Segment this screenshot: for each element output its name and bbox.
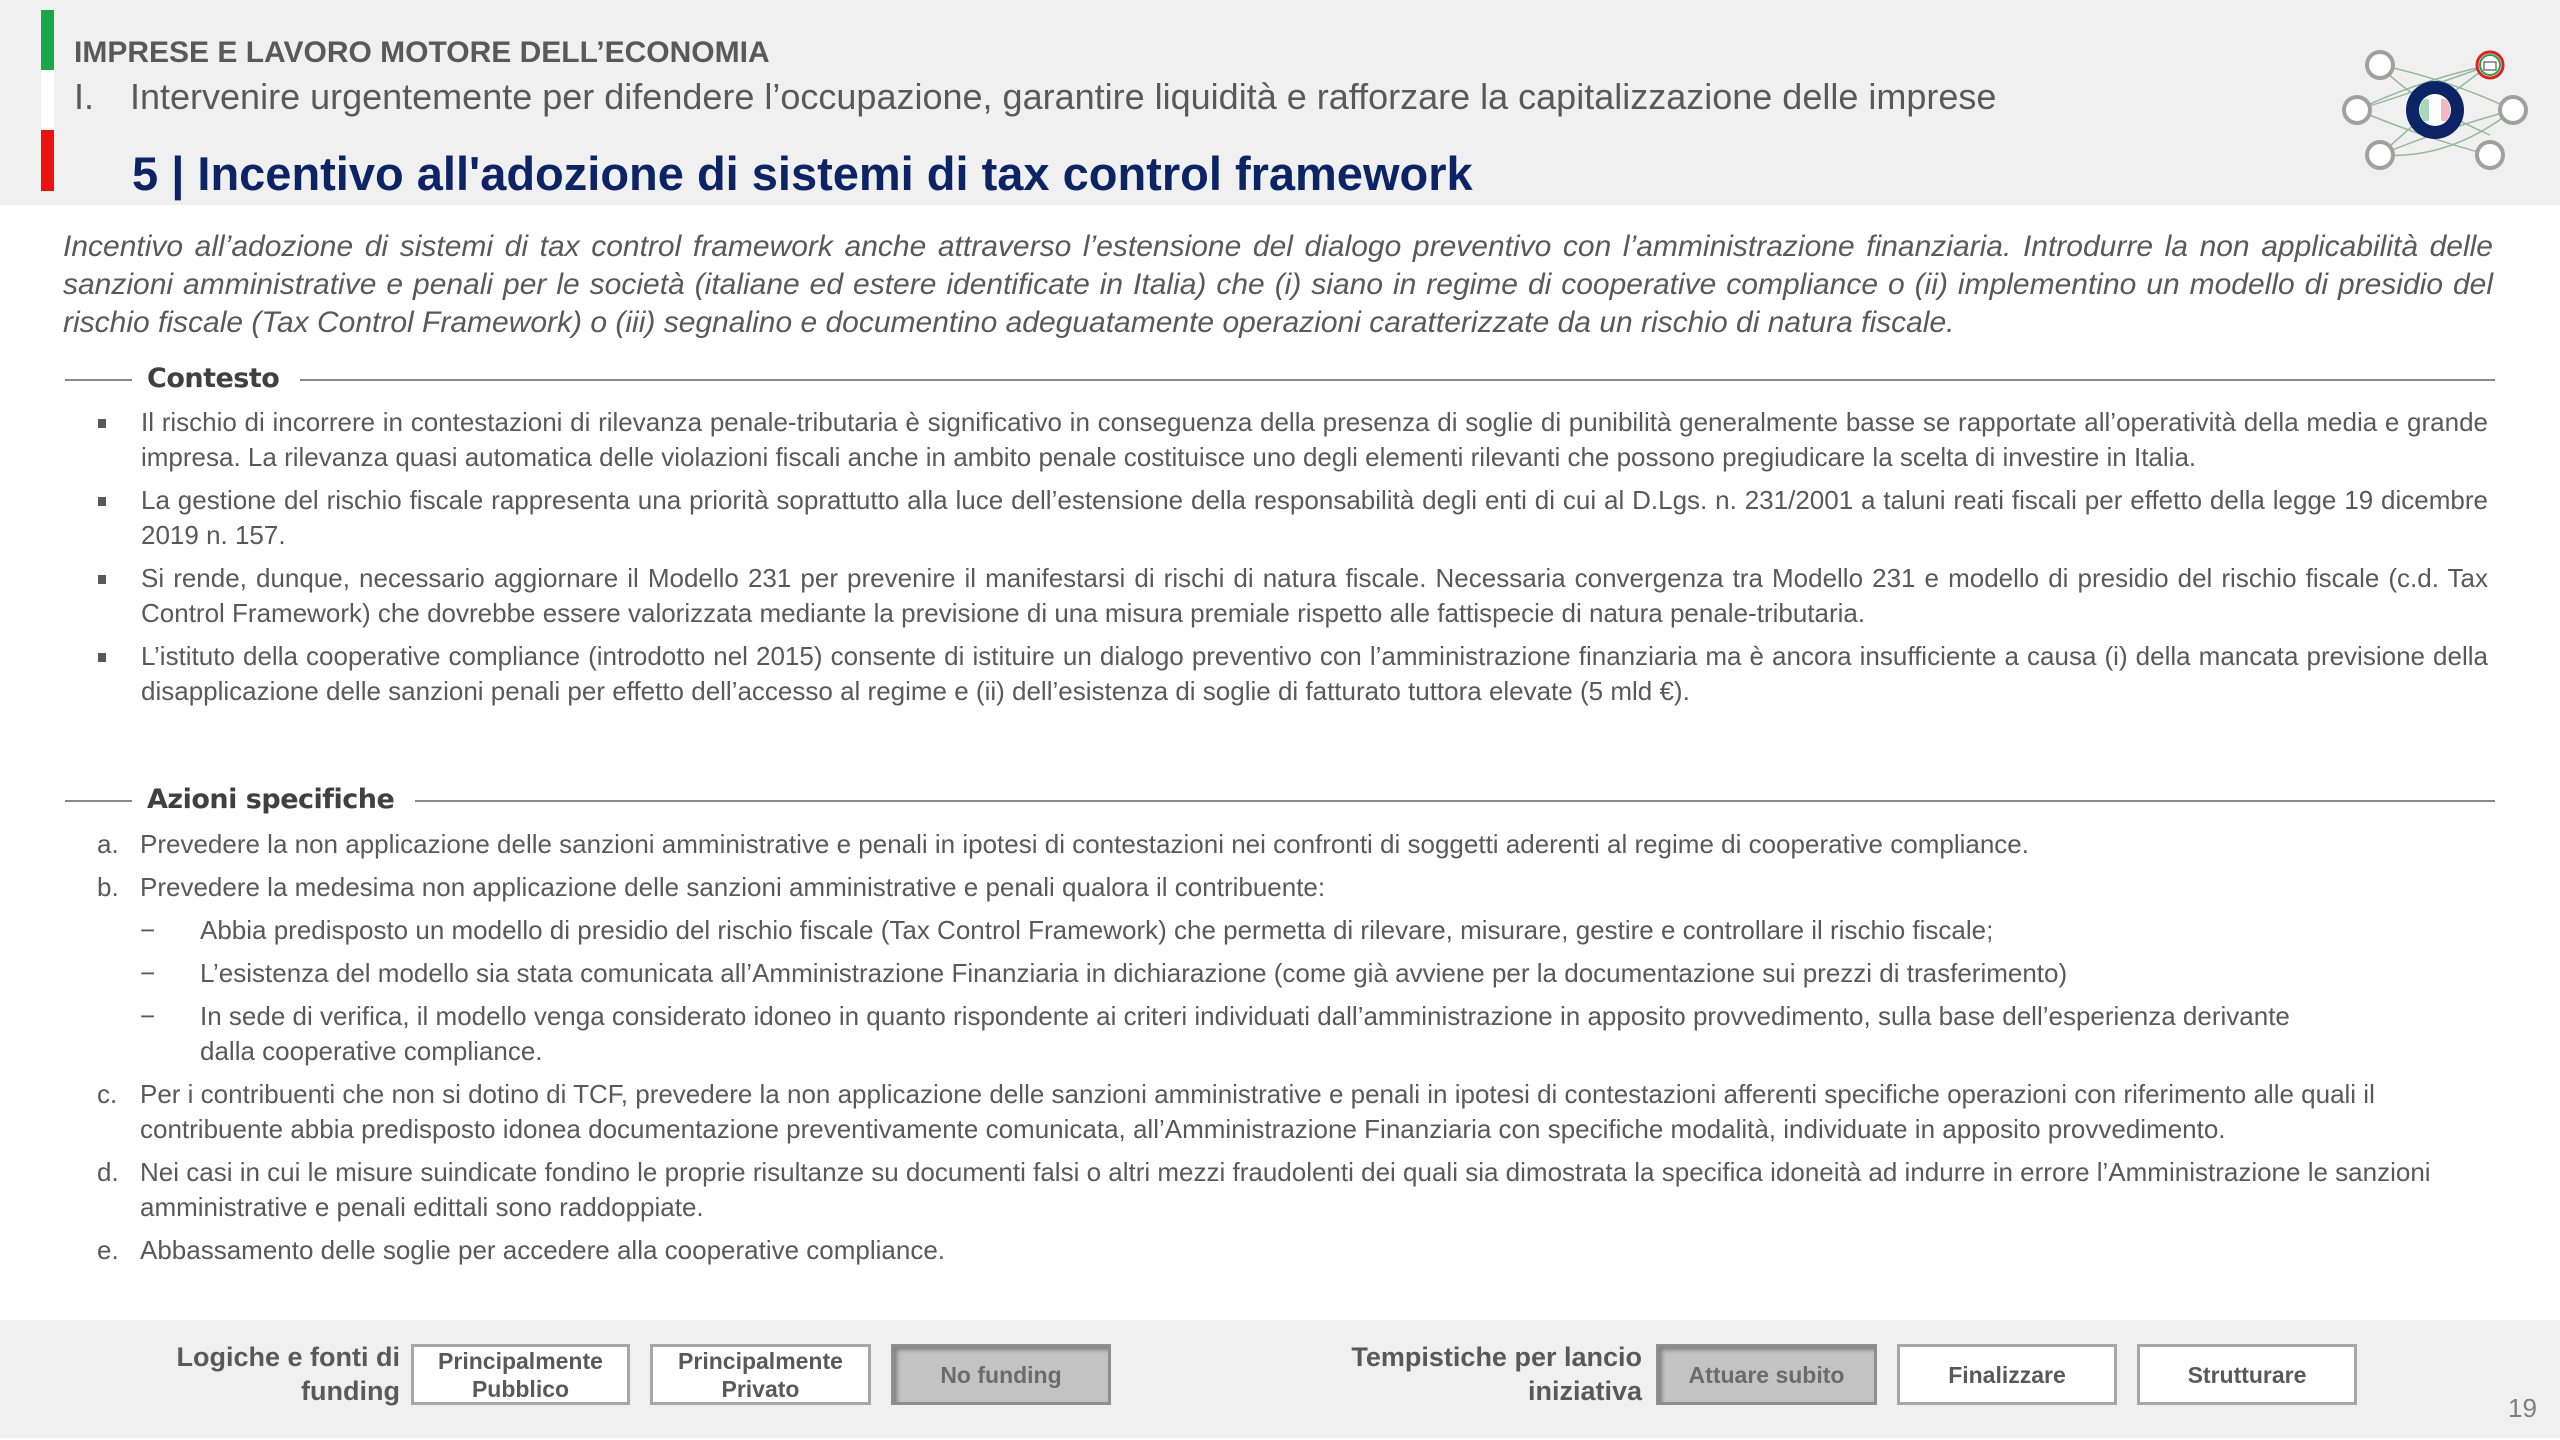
divider-line-left: [65, 379, 132, 381]
sub-item: [140, 913, 2497, 948]
contesto-heading: Contesto: [147, 363, 280, 394]
list-item-text: Il rischio di incorrere in contestazioni di rilevanza penale-tributaria è significativo in conseguenza della presenza di soglie di punibilità generalmente basse se rapportate all’operatività della media e grande impresa. La rilevanza quasi automatica delle violazioni fiscali anche in ambito penale costituisce uno degli elementi rilevanti che possono pregiudicare la scelta di investire in Italia.: [141, 407, 2488, 472]
item-text: Per i contribuenti che non si dotino di TCF, prevedere la non applicazione delle sanzioni amministrative e penali in ipotesi di contestazioni afferenti specifiche operazioni con riferimento alle quali il contribuente abbia predisposto idonea documentazione preventivamente comunicata, all’Amministrazione Finanziaria con specifiche modalità, individuate in apposito provvedimento.: [140, 1079, 2375, 1144]
sub-item: [140, 956, 2497, 991]
flag-red-stripe: [41, 130, 54, 191]
slide-footer: [0, 1320, 2560, 1438]
funding-label: Logiche e fonti di funding: [176, 1342, 400, 1406]
subtitle-number: I.: [74, 76, 95, 117]
timing-option-strutturare[interactable]: Strutturare: [2137, 1344, 2357, 1405]
divider-line-left: [65, 800, 132, 802]
dash-marker: −: [140, 915, 156, 945]
divider-line-right: [300, 379, 2495, 381]
list-item-text: Si rende, dunque, necessario aggiornare il Modello 231 per prevenire il manifestarsi di rischi di natura fiscale. Necessaria convergenza tra Modello 231 e modello di presidio del rischio fiscale (c.d. Tax Control Framework) che dovrebbe essere valorizzata mediante la previsione di una misura premiale rispetto alle fattispecie di natura penale-tributaria.: [141, 563, 2488, 628]
sub-item: [140, 999, 2497, 1069]
item-marker: d.: [97, 1157, 119, 1187]
item-text: Prevedere la medesima non applicazione delle sanzioni amministrative e penali qualora il contribuente:: [140, 872, 1326, 902]
divider-line-right: [415, 800, 2495, 802]
sub-item-text: In sede di verifica, il modello venga considerato idoneo in quanto rispondente ai criteri individuati dall’amministrazione in apposito provvedimento, sulla base dell’esperienza derivante dalla cooperative compliance.: [200, 1001, 2290, 1066]
item-text: Abbassamento delle soglie per accedere alla cooperative compliance.: [140, 1235, 946, 1265]
item-marker: a.: [97, 829, 119, 859]
list-item-text: La gestione del rischio fiscale rappresenta una priorità soprattutto alla luce dell’estensione della responsabilità degli enti di cui al D.Lgs. n. 231/2001 a taluni reati fiscali per effetto della legge 19 dicembre 2019 n. 157.: [141, 485, 2488, 550]
sub-item-text: Abbia predisposto un modello di presidio del rischio fiscale (Tax Control Framework) che permetta di rilevare, misurare, gestire e controllare il rischio fiscale;: [200, 915, 1994, 945]
dash-marker: −: [140, 958, 156, 988]
azioni-divider: [65, 786, 2495, 816]
square-bullet-icon: [98, 653, 106, 662]
list-item: [98, 483, 2488, 553]
action-item: [97, 1233, 2497, 1268]
section-title: IMPRESE E LAVORO MOTORE DELL’ECONOMIA: [74, 36, 770, 69]
sub-list: [140, 913, 2497, 1069]
contesto-divider: [65, 365, 2495, 395]
network-italy-logo-icon: [2330, 40, 2540, 180]
square-bullet-icon: [98, 497, 106, 506]
sub-item-text: L’esistenza del modello sia stata comunicata all’Amministrazione Finanziaria in dichiarazione (come già avviene per la documentazione sui prezzi di trasferimento): [200, 958, 2068, 988]
action-item: [97, 1077, 2497, 1147]
slide-header: [0, 0, 2560, 205]
item-text: Prevedere la non applicazione delle sanzioni amministrative e penali in ipotesi di contestazioni nei confronti di soggetti aderenti al regime di cooperative compliance.: [140, 829, 2029, 859]
italian-flag-bar: [41, 10, 54, 191]
timing-option-attuare-subito[interactable]: Attuare subito: [1656, 1344, 1877, 1405]
action-item: [97, 827, 2497, 862]
flag-white-stripe: [41, 70, 54, 130]
azioni-list: [97, 827, 2497, 1276]
list-item: [98, 405, 2488, 475]
item-marker: e.: [97, 1235, 119, 1265]
funding-option-pubblico[interactable]: Principalmente Pubblico: [411, 1344, 630, 1405]
list-item-text: L’istituto della cooperative compliance (introdotto nel 2015) consente di istituire un dialogo preventivo con l’amministrazione finanziaria ma è ancora insufficiente a causa (i) della mancata previsione della disapplicazione delle sanzioni penali per effetto dell’accesso al regime e (ii) dell’esistenza di soglie di fatturato tuttora elevate (5 mld €).: [141, 641, 2488, 706]
item-marker: b.: [97, 872, 119, 902]
page-number: 19: [2508, 1393, 2537, 1423]
dash-marker: −: [140, 1001, 156, 1031]
funding-option-no-funding[interactable]: No funding: [891, 1344, 1111, 1405]
contesto-list: [98, 405, 2488, 717]
flag-green-stripe: [41, 10, 54, 70]
action-item: [97, 1155, 2497, 1225]
subtitle: [74, 76, 1996, 118]
square-bullet-icon: [98, 419, 106, 428]
timing-label: Tempistiche per lancio iniziativa: [1351, 1342, 1642, 1406]
timing-option-finalizzare[interactable]: Finalizzare: [1897, 1344, 2117, 1405]
azioni-heading: Azioni specifiche: [147, 784, 395, 815]
list-item: [98, 639, 2488, 709]
funding-option-privato[interactable]: Principalmente Privato: [650, 1344, 871, 1405]
subtitle-text: Intervenire urgentemente per difendere l’occupazione, garantire liquidità e rafforzare la capitalizzazione delle imprese: [130, 76, 1997, 117]
item-marker: c.: [97, 1079, 118, 1109]
square-bullet-icon: [98, 575, 106, 584]
intro-paragraph: Incentivo all’adozione di sistemi di tax control framework anche attraverso l’estensione del dialogo preventivo con l’amministrazione finanziaria. Introdurre la non applicabilità delle sanzioni amministrative e penali per le società (italiane ed estere identificate in Italia) che (i) siano in regime di cooperative compliance o (ii) implementino un modello di presidio del rischio fiscale (Tax Control Framework) o (iii) segnalino e documentino adeguatamente operazioni caratterizzate da un rischio di natura fiscale.: [63, 230, 2493, 339]
item-text: Nei casi in cui le misure suindicate fondino le proprie risultanze su documenti falsi o altri mezzi fraudolenti dei quali sia dimostrata la specifica idoneità ad indurre in errore l’Amministrazione le sanzioni amministrative e penali edittali sono raddoppiate.: [140, 1157, 2431, 1222]
list-item: [98, 561, 2488, 631]
page-title: 5 | Incentivo all'adozione di sistemi di tax control framework: [132, 147, 1473, 200]
action-item: [97, 870, 2497, 1069]
